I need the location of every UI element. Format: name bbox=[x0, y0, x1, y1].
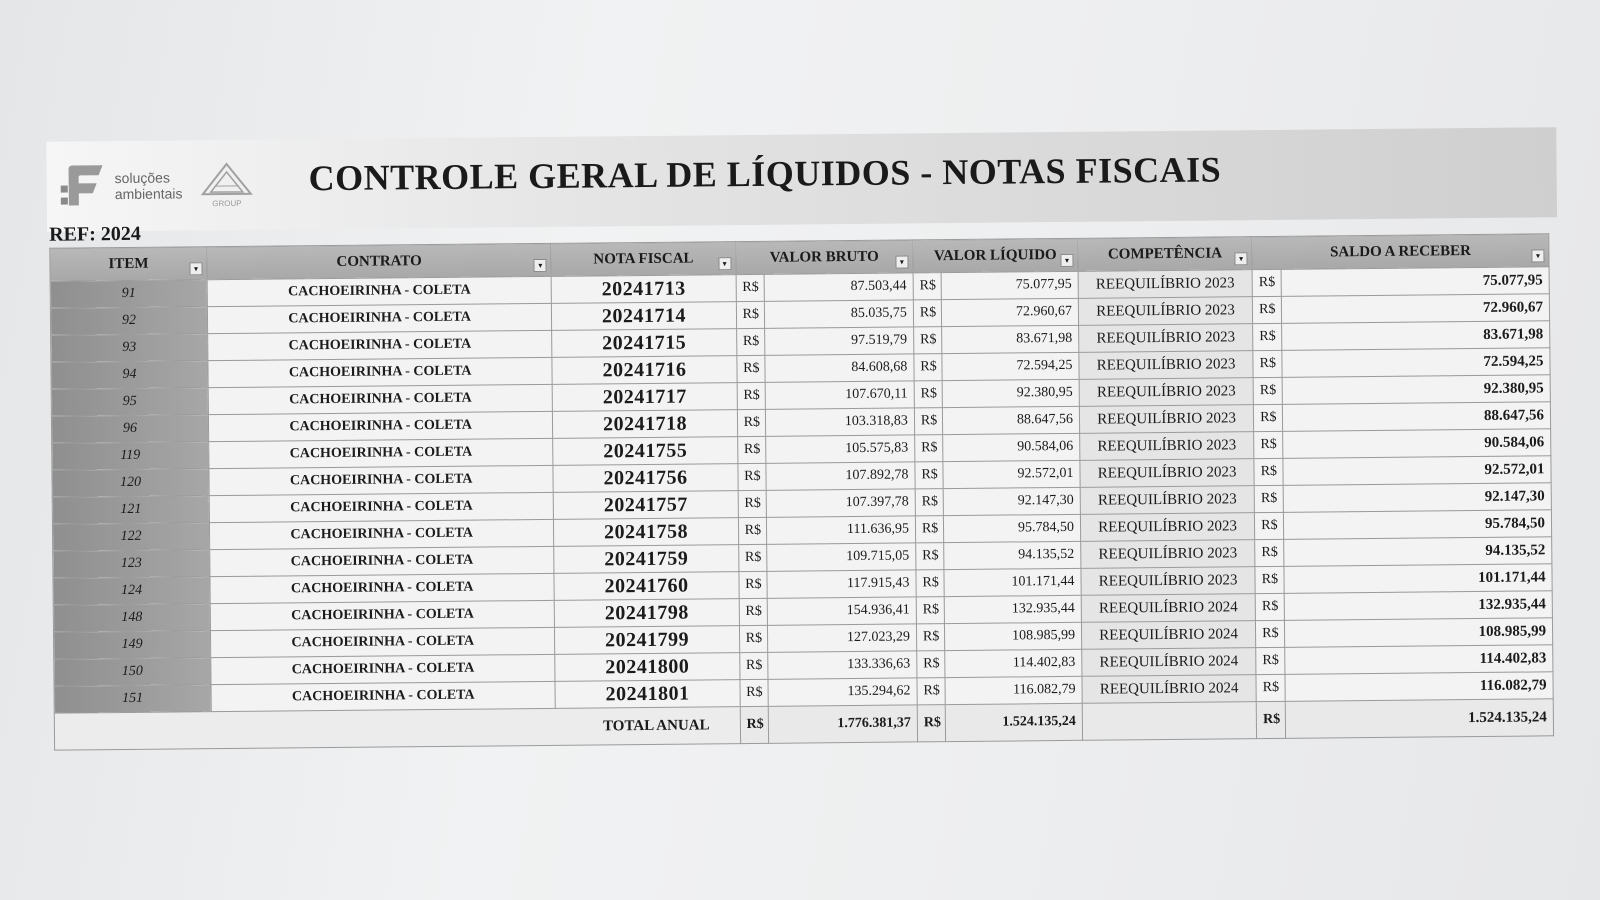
contrato-cell: CACHOEIRINHA - COLETA bbox=[211, 654, 556, 684]
valor-liquido-cell: 88.647,56 bbox=[943, 406, 1080, 434]
item-cell: 151 bbox=[54, 685, 211, 714]
currency-symbol: R$ bbox=[917, 705, 946, 742]
total-saldo: 1.524.135,24 bbox=[1285, 699, 1554, 739]
saldo-cell: 92.572,01 bbox=[1282, 456, 1551, 486]
nota-fiscal-cell: 20241714 bbox=[552, 302, 737, 331]
valor-liquido-cell: 72.960,67 bbox=[942, 298, 1079, 326]
currency-symbol: R$ bbox=[737, 382, 766, 409]
item-cell: 119 bbox=[52, 442, 209, 471]
contrato-cell: CACHOEIRINHA - COLETA bbox=[208, 411, 553, 441]
valor-liquido-cell: 92.572,01 bbox=[943, 460, 1080, 488]
currency-symbol: R$ bbox=[914, 381, 943, 408]
saldo-cell: 72.594,25 bbox=[1281, 348, 1550, 378]
nota-fiscal-cell: 20241799 bbox=[555, 626, 740, 655]
currency-symbol: R$ bbox=[738, 463, 767, 490]
competencia-cell: REEQUILÍBRIO 2023 bbox=[1080, 486, 1254, 515]
total-label: TOTAL ANUAL bbox=[54, 707, 740, 751]
header-saldo-label: SALDO A RECEBER bbox=[1329, 242, 1471, 260]
nota-fiscal-cell: 20241800 bbox=[555, 653, 740, 682]
header-saldo-a-receber[interactable] bbox=[1252, 234, 1549, 270]
competencia-cell: REEQUILÍBRIO 2023 bbox=[1079, 351, 1253, 380]
currency-symbol: R$ bbox=[914, 354, 943, 381]
competencia-cell: REEQUILÍBRIO 2023 bbox=[1078, 297, 1252, 326]
company-logo bbox=[58, 149, 289, 221]
nota-fiscal-cell: 20241715 bbox=[552, 329, 737, 358]
contrato-cell: CACHOEIRINHA - COLETA bbox=[207, 276, 552, 306]
header-contrato-label: CONTRATO bbox=[336, 252, 422, 270]
valor-bruto-cell: 109.715,05 bbox=[767, 543, 916, 571]
total-competencia-empty bbox=[1082, 702, 1257, 741]
currency-symbol: R$ bbox=[1255, 512, 1284, 539]
item-cell: 149 bbox=[53, 631, 210, 660]
item-cell: 91 bbox=[50, 280, 207, 309]
valor-bruto-cell: 85.035,75 bbox=[764, 300, 913, 328]
valor-liquido-cell: 94.135,52 bbox=[944, 541, 1081, 569]
currency-symbol: R$ bbox=[1255, 593, 1284, 620]
valor-bruto-cell: 135.294,62 bbox=[768, 678, 917, 706]
valor-liquido-cell: 90.584,06 bbox=[943, 433, 1080, 461]
valor-liquido-cell: 108.985,99 bbox=[945, 622, 1082, 650]
reference-year: REF: 2024 bbox=[49, 222, 141, 246]
valor-liquido-cell: 92.147,30 bbox=[943, 487, 1080, 515]
saldo-cell: 94.135,52 bbox=[1283, 537, 1552, 567]
contrato-cell: CACHOEIRINHA - COLETA bbox=[210, 546, 555, 576]
page-title: CONTROLE GERAL DE LÍQUIDOS - NOTAS FISCAIS bbox=[308, 149, 1222, 199]
valor-bruto-cell: 84.608,68 bbox=[765, 354, 914, 382]
item-cell: 95 bbox=[51, 388, 208, 417]
valor-liquido-cell: 75.077,95 bbox=[941, 271, 1078, 299]
currency-symbol: R$ bbox=[736, 328, 765, 355]
contrato-cell: CACHOEIRINHA - COLETA bbox=[208, 384, 553, 414]
valor-liquido-cell: 95.784,50 bbox=[944, 514, 1081, 542]
currency-symbol: R$ bbox=[737, 409, 766, 436]
nota-fiscal-cell: 20241759 bbox=[554, 545, 739, 574]
header-nota-fiscal-label: NOTA FISCAL bbox=[593, 250, 694, 267]
header-valor-bruto[interactable] bbox=[735, 240, 913, 275]
currency-symbol: R$ bbox=[915, 435, 944, 462]
printed-sheet bbox=[18, 97, 1574, 767]
valor-liquido-cell: 116.082,79 bbox=[945, 676, 1082, 704]
valor-bruto-cell: 107.892,78 bbox=[766, 462, 915, 490]
currency-symbol: R$ bbox=[1253, 377, 1282, 404]
currency-symbol: R$ bbox=[1253, 323, 1282, 350]
saldo-cell: 95.784,50 bbox=[1283, 510, 1552, 540]
saldo-cell: 75.077,95 bbox=[1281, 267, 1550, 297]
header-valor-liquido[interactable] bbox=[913, 238, 1078, 273]
currency-symbol: R$ bbox=[1254, 485, 1283, 512]
item-cell: 93 bbox=[51, 334, 208, 363]
competencia-cell: REEQUILÍBRIO 2023 bbox=[1081, 540, 1255, 569]
currency-symbol: R$ bbox=[1254, 404, 1283, 431]
currency-symbol: R$ bbox=[1256, 701, 1285, 738]
currency-symbol: R$ bbox=[1256, 674, 1285, 701]
currency-symbol: R$ bbox=[916, 624, 945, 651]
competencia-cell: REEQUILÍBRIO 2023 bbox=[1078, 270, 1252, 299]
currency-symbol: R$ bbox=[738, 490, 767, 517]
currency-symbol: R$ bbox=[1255, 539, 1284, 566]
valor-bruto-cell: 107.397,78 bbox=[766, 489, 915, 517]
valor-liquido-cell: 72.594,25 bbox=[942, 352, 1079, 380]
contrato-cell: CACHOEIRINHA - COLETA bbox=[209, 465, 554, 495]
saldo-cell: 116.082,79 bbox=[1284, 672, 1553, 702]
nota-fiscal-cell: 20241755 bbox=[553, 437, 738, 466]
nota-fiscal-cell: 20241756 bbox=[553, 464, 738, 493]
logo-mark-icon bbox=[58, 161, 108, 211]
saldo-cell: 132.935,44 bbox=[1284, 591, 1553, 621]
item-cell: 123 bbox=[53, 550, 210, 579]
contrato-cell: CACHOEIRINHA - COLETA bbox=[211, 681, 556, 711]
contrato-cell: CACHOEIRINHA - COLETA bbox=[208, 330, 553, 360]
currency-symbol: R$ bbox=[917, 678, 946, 705]
nota-fiscal-cell: 20241713 bbox=[551, 275, 736, 304]
logo-text bbox=[115, 169, 183, 202]
currency-symbol: R$ bbox=[737, 436, 766, 463]
item-cell: 120 bbox=[52, 469, 209, 498]
competencia-cell: REEQUILÍBRIO 2024 bbox=[1081, 594, 1255, 623]
item-cell: 94 bbox=[51, 361, 208, 390]
filter-dropdown-icon[interactable]: ▾ bbox=[534, 259, 547, 272]
currency-symbol: R$ bbox=[913, 327, 942, 354]
currency-symbol: R$ bbox=[737, 355, 766, 382]
valor-liquido-cell: 132.935,44 bbox=[944, 595, 1081, 623]
item-cell: 122 bbox=[52, 523, 209, 552]
currency-symbol: R$ bbox=[913, 273, 942, 300]
currency-symbol: R$ bbox=[736, 274, 765, 301]
currency-symbol: R$ bbox=[916, 570, 945, 597]
valor-bruto-cell: 117.915,43 bbox=[767, 570, 916, 598]
logo-line1: soluções bbox=[114, 169, 170, 187]
saldo-cell: 83.671,98 bbox=[1281, 321, 1550, 351]
currency-symbol: R$ bbox=[1256, 647, 1285, 674]
total-valor-bruto: 1.776.381,37 bbox=[768, 705, 917, 743]
nota-fiscal-cell: 20241758 bbox=[554, 518, 739, 547]
currency-symbol: R$ bbox=[739, 571, 768, 598]
competencia-cell: REEQUILÍBRIO 2024 bbox=[1082, 648, 1256, 677]
contrato-cell: CACHOEIRINHA - COLETA bbox=[210, 600, 555, 630]
currency-symbol: R$ bbox=[915, 462, 944, 489]
contrato-cell: CACHOEIRINHA - COLETA bbox=[207, 303, 552, 333]
valor-liquido-cell: 101.171,44 bbox=[944, 568, 1081, 596]
currency-symbol: R$ bbox=[740, 706, 769, 743]
header-valor-liquido-label: VALOR LÍQUIDO bbox=[933, 246, 1057, 264]
header-valor-bruto-label: VALOR BRUTO bbox=[769, 248, 879, 266]
valor-bruto-cell: 154.936,41 bbox=[767, 597, 916, 625]
saldo-cell: 90.584,06 bbox=[1282, 429, 1551, 459]
competencia-cell: REEQUILÍBRIO 2023 bbox=[1080, 459, 1254, 488]
item-cell: 150 bbox=[54, 658, 211, 687]
nota-fiscal-cell: 20241757 bbox=[554, 491, 739, 520]
saldo-cell: 92.147,30 bbox=[1283, 483, 1552, 513]
logo-line2: ambientais bbox=[114, 185, 183, 203]
currency-symbol: R$ bbox=[913, 300, 942, 327]
filter-dropdown-icon[interactable]: ▾ bbox=[1060, 254, 1073, 267]
contrato-cell: CACHOEIRINHA - COLETA bbox=[210, 573, 555, 603]
header-item-label: ITEM bbox=[108, 255, 149, 272]
currency-symbol: R$ bbox=[1253, 296, 1282, 323]
saldo-cell: 72.960,67 bbox=[1281, 294, 1550, 324]
currency-symbol: R$ bbox=[1255, 566, 1284, 593]
competencia-cell: REEQUILÍBRIO 2024 bbox=[1082, 675, 1256, 704]
competencia-cell: REEQUILÍBRIO 2023 bbox=[1081, 567, 1255, 596]
nota-fiscal-cell: 20241798 bbox=[555, 599, 740, 628]
currency-symbol: R$ bbox=[1254, 431, 1283, 458]
currency-symbol: R$ bbox=[740, 679, 769, 706]
valor-liquido-cell: 114.402,83 bbox=[945, 649, 1082, 677]
currency-symbol: R$ bbox=[739, 652, 768, 679]
header-item[interactable] bbox=[50, 247, 207, 282]
saldo-cell: 108.985,99 bbox=[1284, 618, 1553, 648]
currency-symbol: R$ bbox=[916, 543, 945, 570]
currency-symbol: R$ bbox=[915, 489, 944, 516]
contrato-cell: CACHOEIRINHA - COLETA bbox=[210, 627, 555, 657]
valor-bruto-cell: 111.636,95 bbox=[766, 516, 915, 544]
filter-dropdown-icon[interactable]: ▾ bbox=[1531, 249, 1544, 262]
currency-symbol: R$ bbox=[1254, 458, 1283, 485]
filter-dropdown-icon[interactable]: ▾ bbox=[1235, 252, 1248, 265]
currency-symbol: R$ bbox=[738, 517, 767, 544]
currency-symbol: R$ bbox=[1256, 620, 1285, 647]
valor-bruto-cell: 127.023,29 bbox=[767, 624, 916, 652]
saldo-cell: 88.647,56 bbox=[1282, 402, 1551, 432]
contrato-cell: CACHOEIRINHA - COLETA bbox=[208, 357, 553, 387]
invoice-table bbox=[49, 233, 1554, 750]
currency-symbol: R$ bbox=[915, 516, 944, 543]
competencia-cell: REEQUILÍBRIO 2023 bbox=[1080, 432, 1254, 461]
currency-symbol: R$ bbox=[1253, 350, 1282, 377]
nota-fiscal-cell: 20241717 bbox=[552, 383, 737, 412]
saldo-cell: 92.380,95 bbox=[1282, 375, 1551, 405]
valor-bruto-cell: 97.519,79 bbox=[765, 327, 914, 355]
filter-dropdown-icon[interactable]: ▾ bbox=[895, 255, 908, 268]
header-competencia[interactable] bbox=[1078, 237, 1253, 272]
currency-symbol: R$ bbox=[739, 625, 768, 652]
valor-bruto-cell: 103.318,83 bbox=[765, 408, 914, 436]
competencia-cell: REEQUILÍBRIO 2023 bbox=[1079, 405, 1253, 434]
item-cell: 92 bbox=[50, 307, 207, 336]
item-cell: 96 bbox=[51, 415, 208, 444]
valor-liquido-cell: 92.380,95 bbox=[942, 379, 1079, 407]
competencia-cell: REEQUILÍBRIO 2023 bbox=[1079, 378, 1253, 407]
header-competencia-label: COMPETÊNCIA bbox=[1107, 244, 1223, 263]
item-cell: 124 bbox=[53, 577, 210, 606]
currency-symbol: R$ bbox=[917, 651, 946, 678]
contrato-cell: CACHOEIRINHA - COLETA bbox=[209, 519, 554, 549]
total-valor-liquido: 1.524.135,24 bbox=[945, 703, 1082, 741]
valor-bruto-cell: 105.575,83 bbox=[766, 435, 915, 463]
valor-bruto-cell: 133.336,63 bbox=[768, 651, 917, 679]
item-cell: 148 bbox=[53, 604, 210, 633]
currency-symbol: R$ bbox=[914, 408, 943, 435]
competencia-cell: REEQUILÍBRIO 2023 bbox=[1080, 513, 1254, 542]
group-logo-icon bbox=[196, 160, 256, 211]
currency-symbol: R$ bbox=[1252, 269, 1281, 296]
nota-fiscal-cell: 20241718 bbox=[553, 410, 738, 439]
contrato-cell: CACHOEIRINHA - COLETA bbox=[209, 492, 554, 522]
currency-symbol: R$ bbox=[739, 598, 768, 625]
valor-bruto-cell: 107.670,11 bbox=[765, 381, 914, 409]
contrato-cell: CACHOEIRINHA - COLETA bbox=[209, 438, 554, 468]
valor-bruto-cell: 87.503,44 bbox=[764, 273, 913, 301]
filter-dropdown-icon[interactable]: ▾ bbox=[718, 257, 731, 270]
competencia-cell: REEQUILÍBRIO 2023 bbox=[1079, 324, 1253, 353]
nota-fiscal-cell: 20241760 bbox=[554, 572, 739, 601]
saldo-cell: 114.402,83 bbox=[1284, 645, 1553, 675]
currency-symbol: R$ bbox=[736, 301, 765, 328]
nota-fiscal-cell: 20241716 bbox=[552, 356, 737, 385]
item-cell: 121 bbox=[52, 496, 209, 525]
filter-dropdown-icon[interactable]: ▾ bbox=[189, 262, 202, 275]
header-contrato[interactable] bbox=[207, 243, 552, 279]
valor-liquido-cell: 83.671,98 bbox=[942, 325, 1079, 353]
competencia-cell: REEQUILÍBRIO 2024 bbox=[1081, 621, 1255, 650]
currency-symbol: R$ bbox=[916, 597, 945, 624]
header-nota-fiscal[interactable] bbox=[551, 242, 736, 277]
saldo-cell: 101.171,44 bbox=[1283, 564, 1552, 594]
nota-fiscal-cell: 20241801 bbox=[555, 680, 740, 709]
currency-symbol: R$ bbox=[738, 544, 767, 571]
group-logo-text: GROUP bbox=[211, 198, 242, 209]
